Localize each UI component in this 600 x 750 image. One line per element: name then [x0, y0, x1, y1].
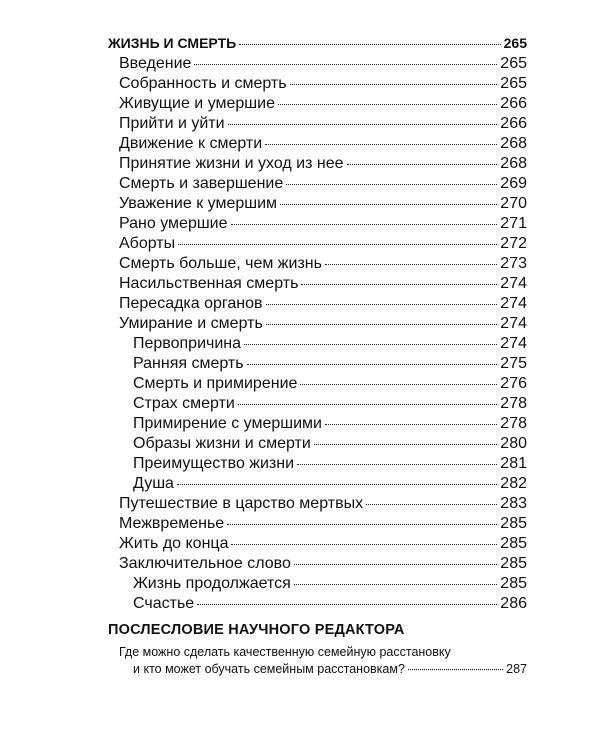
toc-subentry[interactable] [133, 375, 527, 393]
toc-subentry[interactable] [133, 475, 527, 493]
toc-page-number: 272 [500, 235, 527, 252]
toc-entry-title: Заключительное слово [119, 555, 291, 572]
toc-entry-title: Жизнь продолжается [133, 575, 291, 592]
toc-entry[interactable] [119, 135, 527, 153]
toc-page-number: 280 [500, 435, 527, 452]
toc-leader [278, 104, 497, 105]
toc-subentry[interactable] [133, 435, 527, 453]
toc-entry[interactable] [119, 175, 527, 193]
toc-chapter-title: ЖИЗНЬ И СМЕРТЬ [108, 35, 237, 51]
afterword-entry-line2[interactable] [133, 662, 527, 676]
toc-entry-title: и кто может обучать семейным расстановкам? [133, 662, 405, 676]
afterword-heading[interactable]: ПОСЛЕСЛОВИЕ НАУЧНОГО РЕДАКТОРА [108, 622, 405, 638]
toc-page-number: 268 [500, 135, 527, 152]
toc-leader [227, 524, 497, 525]
toc-page-number: 274 [500, 315, 527, 332]
toc-entry-title: Аборты [119, 235, 176, 252]
toc-leader [266, 324, 498, 325]
toc-page-number: 274 [500, 335, 527, 352]
toc-entry[interactable] [119, 215, 527, 233]
toc-page-number: 276 [500, 375, 527, 392]
toc-page-number: 287 [506, 662, 527, 676]
toc-entry-title: Первопричина [133, 335, 242, 352]
toc-entry-title: Введение [119, 55, 192, 72]
toc-page-number: 285 [500, 575, 527, 592]
toc-entry-title: Насильственная смерть [119, 275, 299, 292]
afterword-entry-line1[interactable]: Где можно сделать качественную семейную расстановку [119, 645, 451, 659]
toc-leader [408, 669, 503, 670]
toc-leader [194, 64, 497, 65]
toc-page-number: 268 [500, 155, 527, 172]
toc-page-number: 266 [500, 95, 527, 112]
toc-entry-title: Пересадка органов [119, 295, 263, 312]
toc-leader [300, 384, 497, 385]
toc-page-number: 273 [500, 255, 527, 272]
toc-entry[interactable] [119, 55, 527, 73]
toc-entry[interactable] [119, 295, 527, 313]
toc-subentry[interactable] [133, 355, 527, 373]
toc-leader [294, 564, 497, 565]
toc-leader [297, 464, 497, 465]
toc-entry[interactable] [119, 195, 527, 213]
toc-subentry[interactable] [133, 575, 527, 593]
toc-entry[interactable] [119, 275, 527, 293]
toc-entry-title: Примирение с умершими [133, 415, 322, 432]
toc-leader [301, 284, 497, 285]
toc-page-number: 271 [500, 215, 527, 232]
toc-entry-title: Жить до конца [119, 535, 229, 552]
toc-entry[interactable] [119, 95, 527, 113]
toc-entry-title: Образы жизни и смерти [133, 435, 311, 452]
toc-entry[interactable] [119, 495, 527, 513]
toc-entry-title: Принятие жизни и уход из нее [119, 155, 344, 172]
toc-leader [239, 44, 500, 45]
toc-leader [265, 144, 497, 145]
toc-leader [266, 304, 498, 305]
toc-subentry[interactable] [133, 415, 527, 433]
toc-page-number: 274 [500, 275, 527, 292]
toc-leader [286, 184, 497, 185]
toc-entry[interactable] [119, 515, 527, 533]
toc-subentry[interactable] [133, 455, 527, 473]
toc-page-number: 281 [500, 455, 527, 472]
toc-leader [178, 244, 497, 245]
toc-entry-title: Счастье [133, 595, 195, 612]
toc-entry-title: Путешествие в царство мертвых [119, 495, 364, 512]
toc-leader [247, 364, 498, 365]
toc-entry-title: Смерть больше, чем жизнь [119, 255, 322, 272]
toc-page-number: 270 [500, 195, 527, 212]
toc-entry-title: Страх смерти [133, 395, 235, 412]
toc-entry[interactable] [119, 255, 527, 273]
toc-entry[interactable] [119, 115, 527, 133]
toc-entry[interactable] [119, 155, 527, 173]
toc-leader [325, 264, 497, 265]
toc-page-number: 285 [500, 515, 527, 532]
toc-page-number: 265 [500, 55, 527, 72]
toc-page-number: 265 [503, 35, 527, 51]
toc-leader [197, 604, 497, 605]
toc-page-number: 269 [500, 175, 527, 192]
toc-entry[interactable] [119, 235, 527, 253]
toc-entry-title: Смерть и примирение [133, 375, 298, 392]
toc-chapter[interactable] [108, 35, 527, 51]
toc-leader [290, 84, 498, 85]
toc-leader [294, 584, 498, 585]
toc-entry-title: Душа [133, 475, 174, 492]
toc-subentry[interactable] [133, 595, 527, 613]
toc-entry-title: Прийти и уйти [119, 115, 225, 132]
toc-entry[interactable] [119, 535, 527, 553]
toc-leader [366, 504, 497, 505]
toc-entry-title: Смерть и завершение [119, 175, 284, 192]
toc-leader [314, 444, 498, 445]
toc-leader [280, 204, 497, 205]
toc-entry-title: Живущие и умершие [119, 95, 275, 112]
toc-leader [231, 224, 498, 225]
toc-page-number: 278 [500, 415, 527, 432]
toc-page-number: 285 [500, 555, 527, 572]
toc-leader [325, 424, 497, 425]
toc-page-number: 266 [500, 115, 527, 132]
toc-entry[interactable] [119, 315, 527, 333]
toc-entry-title: Уважение к умершим [119, 195, 278, 212]
toc-entry-title: Ранняя смерть [133, 355, 244, 372]
toc-entry-title: Рано умершие [119, 215, 228, 232]
toc-page-number: 274 [500, 295, 527, 312]
toc-entry-title: Умирание и смерть [119, 315, 263, 332]
toc-entry-title: Межвременье [119, 515, 225, 532]
toc-subentry[interactable] [133, 335, 527, 353]
toc-page-number: 283 [500, 495, 527, 512]
toc-entry[interactable] [119, 555, 527, 573]
toc-page-number: 275 [500, 355, 527, 372]
toc-entry-title: Собранность и смерть [119, 75, 287, 92]
toc-leader [177, 484, 497, 485]
toc-page-number: 265 [500, 75, 527, 92]
toc-page-number: 286 [500, 595, 527, 612]
toc-page-number: 282 [500, 475, 527, 492]
toc-subentry[interactable] [133, 395, 527, 413]
toc-page-number: 285 [500, 535, 527, 552]
toc-entry-title: Движение к смерти [119, 135, 263, 152]
toc-entry[interactable] [119, 75, 527, 93]
toc-page-number: 278 [500, 395, 527, 412]
toc-leader [347, 164, 498, 165]
toc-entry-title: Преимущество жизни [133, 455, 295, 472]
toc-leader [238, 404, 497, 405]
toc-leader [244, 344, 497, 345]
toc-leader [228, 124, 498, 125]
toc-leader [231, 544, 497, 545]
